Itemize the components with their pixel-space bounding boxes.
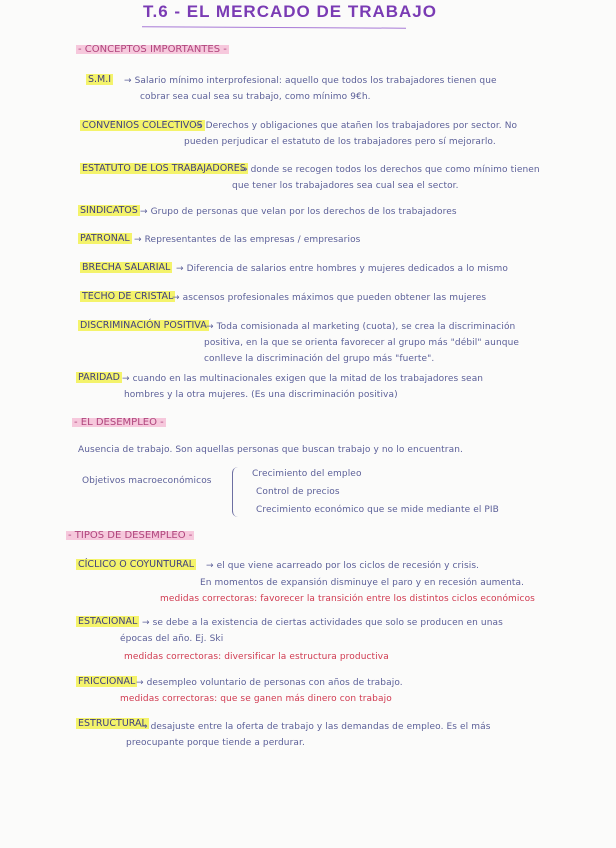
term-techo: TECHO DE CRISTAL	[82, 291, 174, 302]
title-underline	[142, 26, 406, 28]
sindicatos-line: → Grupo de personas que velan por los derechos de los trabajadores	[140, 207, 457, 217]
friccional-medidas: medidas correctoras: que se ganen más dinero con trabajo	[120, 694, 392, 704]
section-heading-tipos: - TIPOS DE DESEMPLEO -	[68, 530, 193, 541]
section-heading-conceptos: - CONCEPTOS IMPORTANTES -	[78, 44, 227, 55]
estacional-line-2: épocas del año. Ej. Ski	[120, 634, 224, 644]
term-patronal: PATRONAL	[80, 233, 130, 244]
smi-line-1: → Salario mínimo interprofesional: aquello que todos los trabajadores tienen que	[124, 76, 497, 86]
term-friccional: FRICCIONAL	[78, 676, 136, 687]
desempleo-definition: Ausencia de trabajo. Son aquellas personas que buscan trabajo y no lo encuentran.	[78, 445, 463, 455]
estatuto-line-2: que tener los trabajadores sea cual sea el sector.	[232, 181, 459, 191]
objetivos-brace	[232, 467, 243, 517]
estacional-medidas: medidas correctoras: diversificar la estructura productiva	[124, 652, 389, 662]
term-brecha: BRECHA SALARIAL	[82, 262, 171, 273]
techo-line: → ascensos profesionales máximos que pueden obtener las mujeres	[172, 293, 487, 303]
term-convenios: CONVENIOS COLECTIVOS	[82, 120, 203, 131]
paridad-line-1: → cuando en las multinacionales exigen que la mitad de los trabajadores sean	[122, 374, 484, 384]
term-sindicatos: SINDICATOS	[80, 205, 138, 216]
smi-line-2: cobrar sea cual sea su trabajo, como mínimo 9€h.	[140, 92, 371, 102]
ciclico-medidas: medidas correctoras: favorecer la transición entre los distintos ciclos económicos	[160, 594, 535, 604]
term-estructural: ESTRUCTURAL	[78, 718, 147, 729]
objetivos-label: Objetivos macroeconómicos	[82, 476, 212, 486]
term-estacional: ESTACIONAL	[78, 616, 138, 627]
estacional-line-1: → se debe a la existencia de ciertas actividades que solo se producen en unas	[142, 618, 503, 628]
estatuto-line-1: → donde se recogen todos los derechos que como mínimo tienen	[240, 165, 540, 175]
term-discriminacion-positiva: DISCRIMINACIÓN POSITIVA	[80, 320, 207, 331]
friccional-line-1: → desempleo voluntario de personas con años de trabajo.	[136, 678, 403, 688]
brecha-line: → Diferencia de salarios entre hombres y mujeres dedicados a lo mismo	[176, 264, 508, 274]
objetivo-1: Crecimiento del empleo	[252, 469, 362, 479]
discriminacion-line-2: positiva, en la que se orienta favorecer al grupo más "débil" aunque	[204, 338, 520, 348]
discriminacion-line-1: → Toda comisionada al marketing (cuota), se crea la discriminación	[206, 322, 516, 332]
estructural-line-2: preocupante porque tiende a perdurar.	[126, 738, 305, 748]
paridad-line-2: hombres y la otra mujeres. (Es una discriminación positiva)	[124, 390, 398, 400]
objetivo-3: Crecimiento económico que se mide mediante el PIB	[256, 505, 499, 515]
term-paridad: PARIDAD	[78, 372, 120, 383]
term-estatuto: ESTATUTO DE LOS TRABAJADORES	[82, 163, 246, 174]
page-title: T.6 - EL MERCADO DE TRABAJO	[143, 2, 437, 21]
patronal-line: → Representantes de las empresas / empresarios	[134, 235, 361, 245]
term-ciclico: CÍCLICO O COYUNTURAL	[78, 559, 195, 570]
objetivo-2: Control de precios	[256, 487, 340, 497]
section-heading-desempleo: - EL DESEMPLEO -	[74, 417, 164, 428]
ciclico-line-1: → el que viene acarreado por los ciclos de recesión y crisis.	[206, 561, 480, 571]
convenios-line-1: → Derechos y obligaciones que atañen los trabajadores por sector. No	[195, 121, 518, 131]
term-smi: S.M.I	[88, 74, 112, 85]
ciclico-line-2: En momentos de expansión disminuye el paro y en recesión aumenta.	[200, 578, 525, 588]
discriminacion-line-3: conlleve la discriminación del grupo más "fuerte".	[204, 354, 435, 364]
convenios-line-2: pueden perjudicar el estatuto de los trabajadores pero sí mejorarlo.	[184, 137, 496, 147]
estructural-line-1: → desajuste entre la oferta de trabajo y las demandas de empleo. Es el más	[140, 722, 491, 732]
